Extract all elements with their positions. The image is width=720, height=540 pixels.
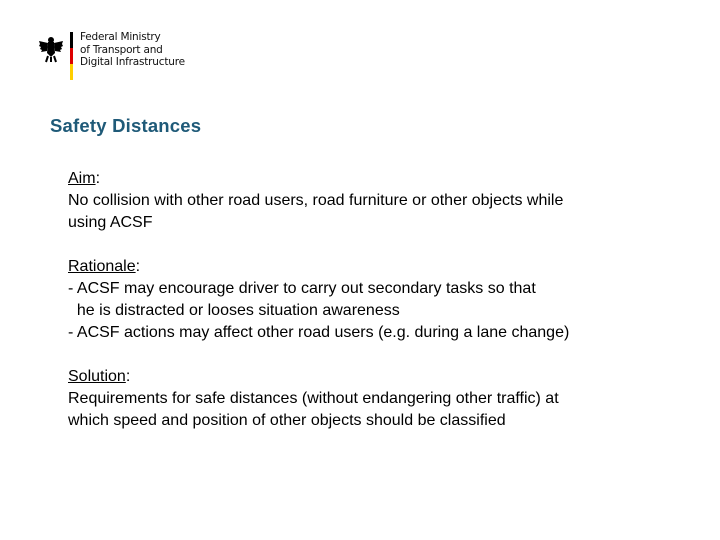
federal-eagle-icon (38, 35, 64, 63)
solution-section: Solution: Requirements for safe distances (without endangering other traffic) at which speed and position of other objects should be classified (68, 366, 688, 432)
rationale-line: - ACSF may encourage driver to carry out secondary tasks so that (68, 280, 536, 297)
slide-title: Safety Distances (50, 115, 202, 136)
solution-line: which speed and position of other objects should be classified (68, 412, 506, 429)
aim-section: Aim: No collision with other road users, road furniture or other objects while using ACSF (68, 168, 688, 234)
aim-label: Aim (68, 170, 96, 187)
ministry-line: Federal Ministry (80, 31, 161, 43)
aim-line: No collision with other road users, road furniture or other objects while (68, 192, 564, 209)
ministry-logo (38, 32, 198, 82)
solution-line: Requirements for safe distances (without endangering other traffic) at (68, 390, 559, 407)
flag-stripe-black (70, 32, 73, 48)
slide-body (68, 168, 688, 454)
rationale-section: Rationale: - ACSF may encourage driver to carry out secondary tasks so that he is distracted or looses situation awareness - ACSF actions may affect other road users (e.g. during a lane change) (68, 256, 688, 344)
flag-stripe-gold (70, 64, 73, 80)
rationale-line: - ACSF actions may affect other road users (e.g. during a lane change) (68, 324, 570, 341)
solution-label: Solution (68, 368, 126, 385)
ministry-line: of Transport and (80, 43, 163, 56)
rationale-label: Rationale (68, 258, 136, 275)
ministry-name (80, 31, 185, 69)
flag-stripe-red (70, 48, 73, 64)
ministry-line: Digital Infrastructure (80, 56, 185, 68)
aim-line: using ACSF (68, 214, 153, 231)
german-flag-stripe (70, 32, 73, 80)
rationale-line: he is distracted or looses situation awareness (68, 302, 400, 319)
